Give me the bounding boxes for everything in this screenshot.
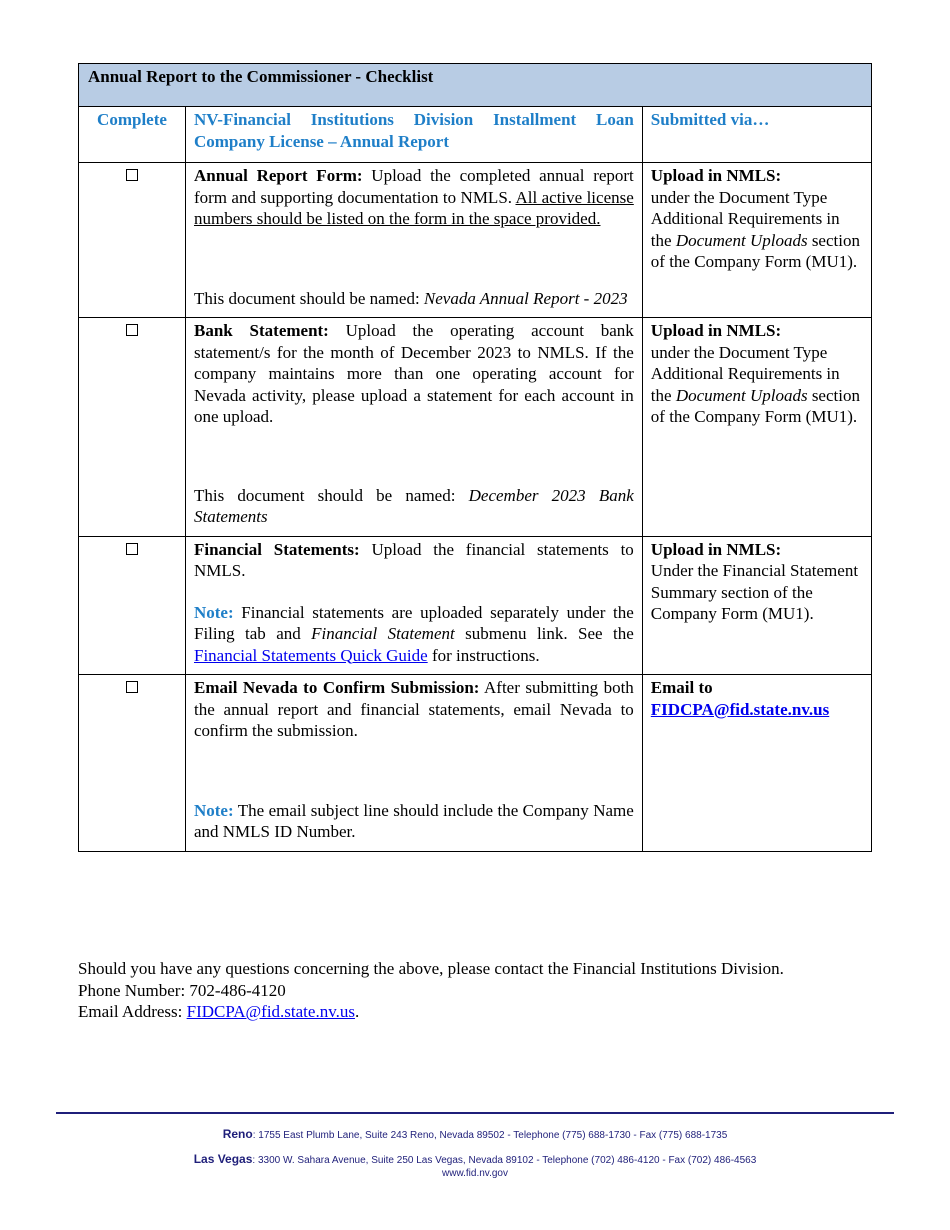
las-vegas-label: Las Vegas (193, 1152, 253, 1166)
via-italic: Document Uploads (675, 230, 808, 250)
header-row (79, 107, 872, 163)
bank-statement-via (642, 318, 871, 537)
email-confirm-via (642, 675, 871, 852)
note-text: Financial statements are uploaded separately under the Filing tab and (193, 602, 634, 643)
doc-name-prefix: This document should be named: (193, 485, 469, 505)
complete-cell (79, 318, 186, 537)
row-text: Upload the completed annual report form and supporting documentation to NMLS. (193, 166, 634, 207)
bank-statement-description (185, 318, 642, 537)
contact-section (78, 958, 784, 1023)
annual-report-checkbox[interactable] (126, 169, 138, 181)
bank-statement-checkbox[interactable] (126, 324, 138, 336)
header-license-title: NV-Financial Institutions Division Installment Loan Company License – Annual Report (185, 107, 642, 163)
via-text-end: section of the Company Form (MU1). (650, 385, 860, 426)
annual-report-description (185, 163, 642, 318)
reno-label: Reno (222, 1127, 253, 1141)
annual-report-via (642, 163, 871, 318)
doc-name-value: Nevada Annual Report - 2023 (423, 288, 628, 308)
footer-las-vegas (0, 1152, 950, 1166)
note-text-3: for instructions. (427, 645, 540, 665)
note-italic: Financial Statement (311, 624, 455, 643)
via-title: Upload in NMLS: (650, 539, 782, 559)
row-label: Annual Report Form: (193, 166, 363, 185)
via-text: Under the Financial Statement Summary section of the Company Form (MU1). (650, 561, 859, 623)
table-row (79, 675, 872, 852)
contact-line: Should you have any questions concerning the above, please contact the Financial Institutions Division. (78, 959, 784, 978)
doc-name-value: December 2023 Bank Statements (193, 485, 634, 526)
table-row (79, 536, 872, 675)
email-address-line (78, 1001, 784, 1023)
phone-number: Phone Number: 702-486-4120 (78, 980, 286, 1000)
footer-reno (0, 1127, 950, 1141)
via-text: under the Document Type Additional Requirements in the (650, 342, 840, 405)
doc-name-prefix: This document should be named: (193, 288, 424, 308)
financial-statements-via (642, 536, 871, 675)
email-suffix: . (354, 1002, 360, 1021)
row-text: After submitting both the annual report and financial statements, email Nevada to confirm the submission. (193, 678, 634, 740)
note-text: The email subject line should include the Company Name and NMLS ID Number. (193, 800, 634, 841)
row-text: Upload the financial statements to NMLS. (193, 539, 634, 580)
email-confirm-description (185, 675, 642, 852)
via-title: Email to (650, 678, 713, 697)
checklist-table (78, 63, 872, 852)
financial-statements-description (185, 536, 642, 675)
footer-divider (56, 1112, 894, 1114)
complete-cell (79, 675, 186, 852)
quick-guide-link[interactable]: Financial Statements Quick Guide (193, 645, 428, 665)
header-submitted-via: Submitted via… (642, 107, 871, 163)
via-title: Upload in NMLS: (650, 321, 782, 340)
row-label: Bank Statement: (193, 321, 329, 340)
email-confirm-checkbox[interactable] (126, 681, 138, 693)
table-row (79, 163, 872, 318)
row-label: Email Nevada to Confirm Submission: (193, 678, 480, 697)
las-vegas-address: : 3300 W. Sahara Avenue, Suite 250 Las Vegas, Nevada 89102 - Telephone (702) 486-4120 - Fax (702) 486-4563 (252, 1155, 757, 1166)
via-italic: Document Uploads (675, 385, 808, 405)
contact-email-link[interactable]: FIDCPA@fid.state.nv.us (186, 1002, 355, 1021)
via-title: Upload in NMLS: (650, 166, 782, 185)
note-label: Note: (193, 800, 234, 820)
table-row (79, 318, 872, 537)
complete-cell (79, 536, 186, 675)
via-text-end: section of the Company Form (MU1). (650, 230, 860, 271)
via-text: under the Document Type Additional Requirements in the (650, 187, 840, 250)
note-text-2: submenu link. See the (454, 624, 634, 643)
complete-cell (79, 163, 186, 318)
row-text: Upload the operating account bank statement/s for the month of December 2023 to NMLS. If the company maintains more than one operating account for Nevada activity, please upload a statement for each account in one upload. (193, 321, 634, 426)
row-underlined-text: All active license numbers should be listed on the form in the space provided. (193, 187, 634, 228)
header-complete: Complete (79, 107, 186, 163)
email-label: Email Address: (78, 1002, 187, 1021)
fidcpa-email-link[interactable]: FIDCPA@fid.state.nv.us (650, 699, 830, 719)
checklist-title: Annual Report to the Commissioner - Checklist (79, 64, 872, 107)
row-label: Financial Statements: (193, 539, 360, 559)
reno-address: : 1755 East Plumb Lane, Suite 243 Reno, Nevada 89502 - Telephone (775) 688-1730 - Fax (775) 688-1735 (252, 1130, 728, 1141)
financial-statements-checkbox[interactable] (126, 543, 138, 555)
footer-website[interactable]: www.fid.nv.gov (442, 1168, 508, 1179)
note-label: Note: (193, 602, 234, 622)
